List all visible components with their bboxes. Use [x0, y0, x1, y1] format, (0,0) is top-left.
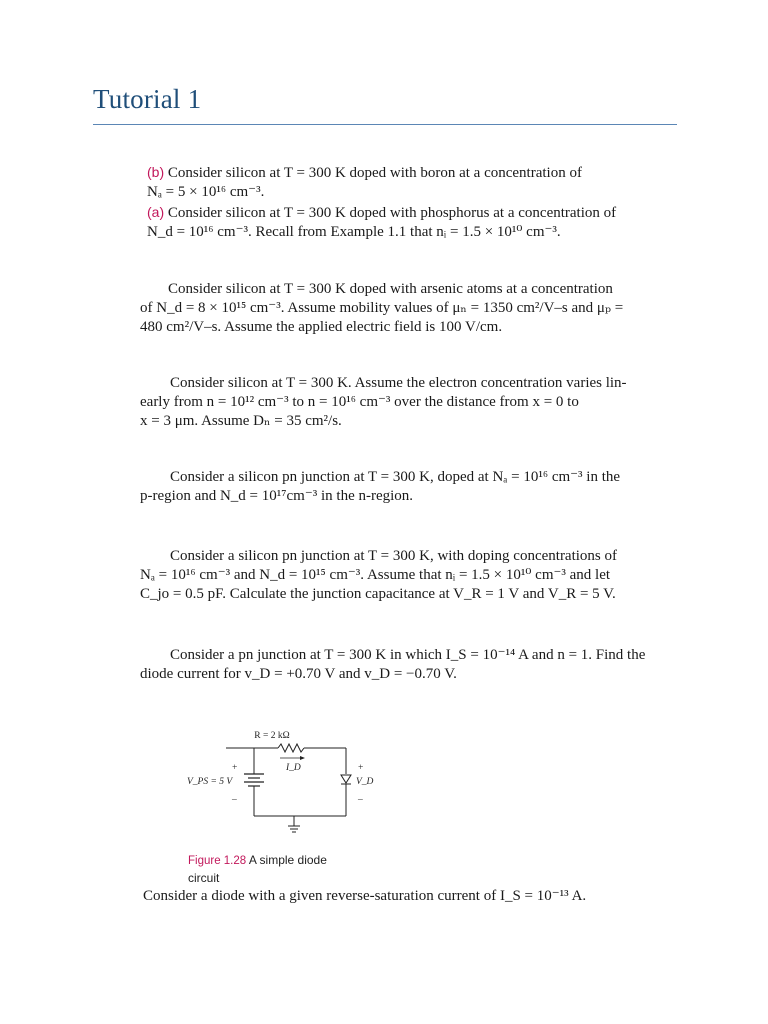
problem-5-line-3: C_jo = 0.5 pF. Calculate the junction capacitance at V_R = 1 V and V_R = 5 V. [140, 586, 616, 602]
problem-1 [147, 163, 689, 242]
part-a-tag: (a) [147, 204, 165, 220]
diode-plus: + [358, 763, 364, 773]
resistor-label: R = 2 kΩ [254, 731, 290, 741]
current-label: I_D [286, 763, 301, 773]
problem-3-line-1: Consider silicon at T = 300 K. Assume the electron concentration varies lin- [170, 375, 627, 391]
figure-caption [188, 852, 327, 887]
resistor-symbol [278, 744, 304, 752]
diode-voltage-label: V_D [356, 777, 374, 787]
source-plus: + [232, 763, 238, 773]
problem-5 [140, 547, 685, 604]
title-divider [93, 124, 677, 125]
problem-4-line-2: p-region and N_d = 10¹⁷cm⁻³ in the n-region. [140, 488, 414, 504]
problem-6 [140, 646, 685, 684]
part-b-tag: (b) [147, 164, 165, 180]
problem-4-line-1: Consider a silicon pn junction at T = 300 K, doped at Nₐ = 10¹⁶ cm⁻³ in the [170, 469, 621, 485]
problem-2-line-3: 480 cm²/V–s. Assume the applied electric field is 100 V/cm. [140, 319, 503, 335]
figure-caption-line-2: circuit [188, 871, 220, 885]
source-minus: – [232, 795, 237, 805]
problem-5-line-2: Nₐ = 10¹⁶ cm⁻³ and N_d = 10¹⁵ cm⁻³. Assume that nᵢ = 1.5 × 10¹⁰ cm⁻³ and let [140, 567, 611, 583]
current-arrow-head [300, 756, 305, 760]
problem-3-line-2: early from n = 10¹² cm⁻³ to n = 10¹⁶ cm⁻³ over the distance from x = 0 to [140, 394, 579, 410]
problem-5-line-1: Consider a silicon pn junction at T = 300 K, with doping concentrations of [170, 548, 618, 564]
problem-7 [143, 887, 688, 906]
problem-2 [140, 280, 685, 337]
figure-label: Figure 1.28 [188, 855, 247, 867]
problem-3 [140, 374, 685, 431]
problem-6-line-1: Consider a pn junction at T = 300 K in which I_S = 10⁻¹⁴ A and n = 1. Find the [170, 647, 646, 663]
problem-3-line-3: x = 3 μm. Assume Dₙ = 35 cm²/s. [140, 413, 342, 429]
figure-caption-line-1: Figure 1.28 A simple diode [188, 853, 327, 867]
problem-6-line-2: diode current for v_D = +0.70 V and v_D = −0.70 V. [140, 666, 457, 682]
page-title: Tutorial 1 [93, 84, 202, 114]
diode-minus: – [358, 795, 363, 805]
problem-2-line-2: of N_d = 8 × 10¹⁵ cm⁻³. Assume mobility values of μₙ = 1350 cm²/V–s and μₚ = [140, 300, 624, 316]
problem-1b-line-2: Nₐ = 5 × 10¹⁶ cm⁻³. [147, 184, 265, 200]
problem-2-line-1: Consider silicon at T = 300 K doped with arsenic atoms at a concentration [168, 281, 613, 297]
source-label: V_PS = 5 V [187, 777, 233, 787]
diode-circuit-diagram [180, 726, 380, 836]
problem-1a-line-1: (a) Consider silicon at T = 300 K doped with phosphorus at a concentration of [147, 204, 617, 221]
problem-4 [140, 468, 685, 506]
problem-1b-line-1: (b) Consider silicon at T = 300 K doped with boron at a concentration of [147, 164, 582, 181]
diode-symbol [341, 775, 351, 783]
problem-7-line-1: Consider a diode with a given reverse-saturation current of I_S = 10⁻¹³ A. [143, 888, 587, 904]
problem-1a-line-2: N_d = 10¹⁶ cm⁻³. Recall from Example 1.1 that nᵢ = 1.5 × 10¹⁰ cm⁻³. [147, 224, 561, 240]
